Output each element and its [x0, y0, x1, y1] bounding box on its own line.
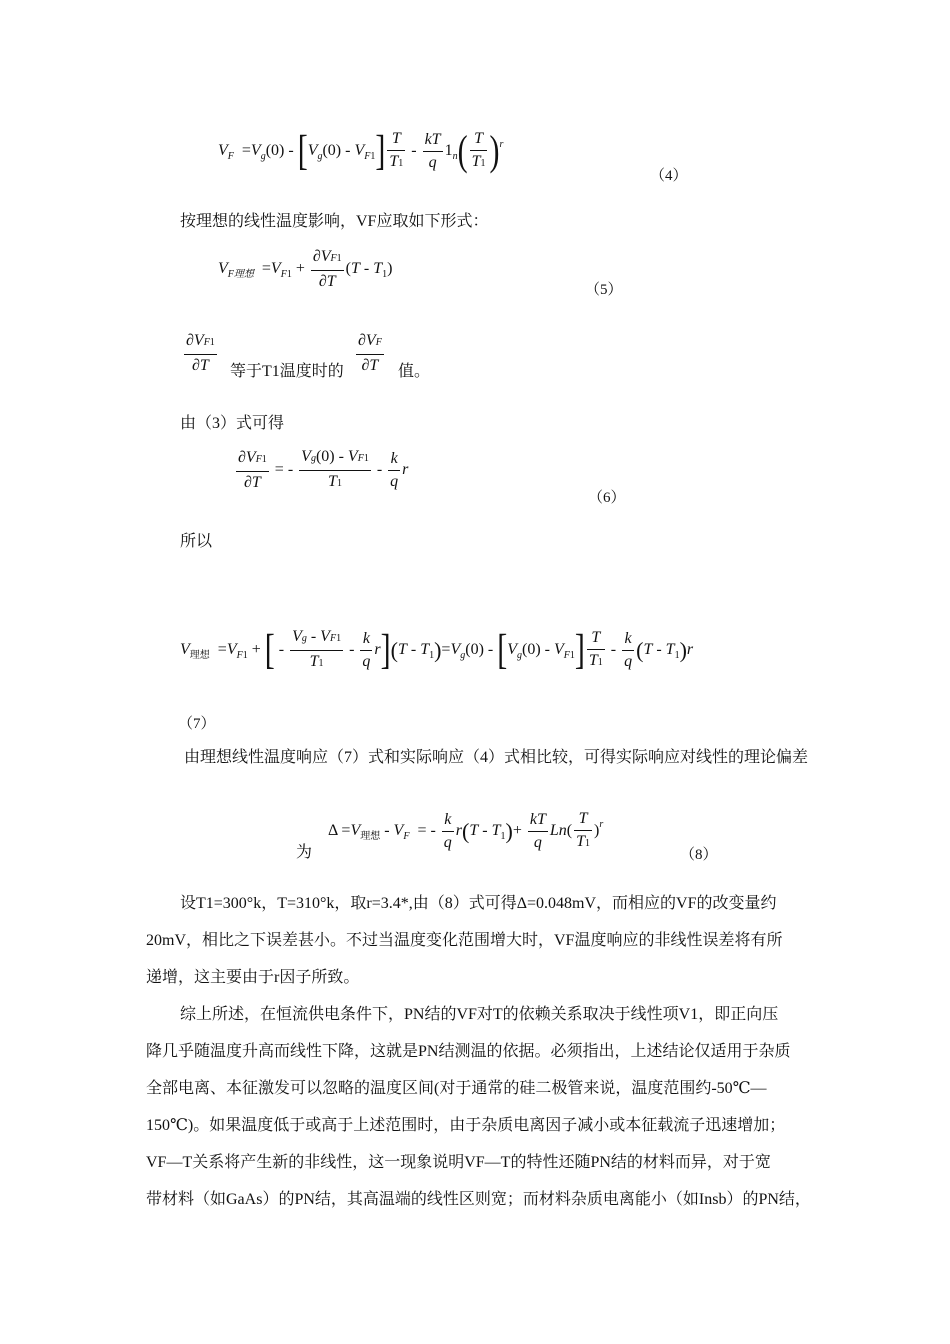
equation-6-number: （6） [588, 490, 626, 506]
derivative-vf: $\frac{\partial VF}{\partial T}$ [358, 332, 382, 374]
equation-7: $V_{理想} =V_{F1}$ + [ - $\frac{Vg - VF1}{T1}$ - $\frac{k}{q}$ $r](T - T_1)=V_g(0) - [V_g(0) - V_{F1}]$ $\frac{T}{T1}$ - $\frac{k}{q}$ $(T - T_1)r$ [180, 626, 694, 673]
para2-line2: 降几乎随温度升高而线性下降，这就是PN结测温的依据。必须指出，上述结论仅适用于杂质 [146, 1043, 791, 1060]
ideal-form-text: 按理想的线性温度影响，VF应取如下形式： [180, 213, 489, 230]
value-end-text: 值。 [398, 363, 431, 380]
para1-line3: 递增，这主要由于r因子所致。 [146, 969, 360, 986]
equals-t1-text: 等于T1温度时的 [230, 363, 344, 380]
therefore-text: 所以 [180, 533, 213, 550]
para2-line3: 全部电离、本征激发可以忽略的温度区间(对于通常的硅二极管来说，温度范围约-50℃— [146, 1080, 767, 1097]
equation-4-number: （4） [650, 168, 688, 184]
from-eq3-text: 由（3）式可得 [180, 415, 285, 432]
equation-5-number: （5） [585, 282, 623, 298]
derivative-vf1: $\frac{\partial VF1}{\partial T}$ [186, 332, 215, 374]
equation-8-number: （8） [680, 847, 718, 863]
comparison-text: 由理想线性温度响应（7）式和实际响应（4）式相比较，可得实际响应对线性的理论偏差 [184, 749, 809, 766]
para1-line2: 20mV，相比之下误差甚小。不过当温度变化范围增大时，VF温度响应的非线性误差将有所 [146, 932, 783, 949]
equation-8: $\Delta =V_{理想} - V_F$ = - $\frac{k}{q}$ $r(T - T_1)+$ $\frac{kT}{q}$ Ln( $\frac{T}{T1}$ )$^r$ [328, 810, 604, 851]
para1-line1: 设T1=300°k，T=310°k，取r=3.4*,由（8）式可得Δ=0.048mV，而相应的VF的改变量约 [180, 895, 777, 912]
wei-text: 为 [296, 844, 313, 861]
equation-5: $V_{F理想} =V_{F1}$ + $\frac{\partial VF1}{\partial T}$ $(T - T_1)$ [218, 248, 393, 290]
para2-line6: 带材料（如GaAs）的PN结，其高温端的线性区则宽；而材料杂质电离能小（如Insb）的PN结， [146, 1191, 811, 1208]
equation-4: $V_F =V_g(0) - [V_g(0) - V_{F1}]$ $\frac{T}{T1}$ - $\frac{kT}{q}$ $1_n$( $\frac{T}{T1}$ )$^r$ [218, 127, 504, 174]
para2-line4: 150℃)。如果温度低于或高于上述范围时，由于杂质电离因子减小或本征载流子迅速增加； [146, 1117, 786, 1134]
equation-6: $\frac{\partial VF1}{\partial T}$ = - $\frac{Vg(0) - VF1}{T1}$ - $\frac{k}{q}$ r [238, 448, 409, 491]
equation-7-number: （7） [178, 716, 216, 732]
para2-line5: VF—T关系将产生新的非线性，这一现象说明VF—T的特性还随PN结的材料而异，对于宽 [146, 1154, 771, 1171]
para2-line1: 综上所述，在恒流供电条件下，PN结的VF对T的依赖关系取决于线性项V1，即正向压 [180, 1006, 779, 1023]
